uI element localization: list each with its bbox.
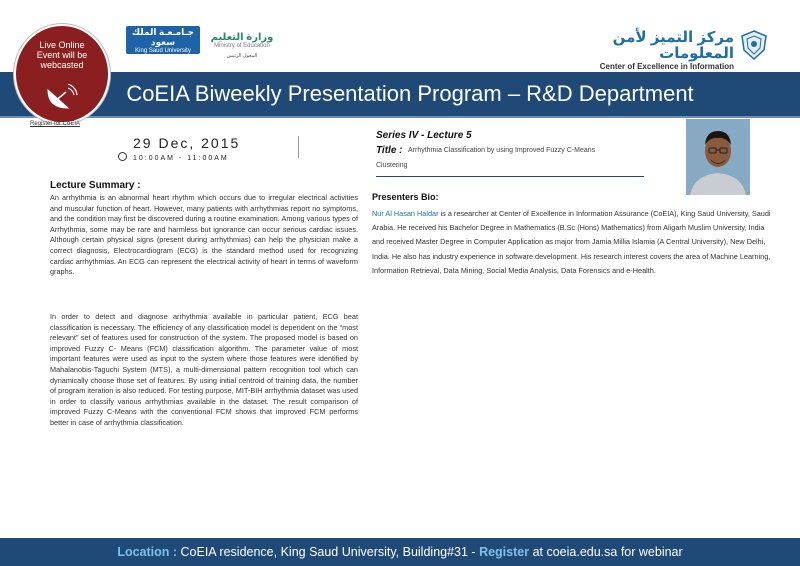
coeia-logo bbox=[568, 29, 768, 71]
banner-title: CoEIA Biweekly Presentation Program – R&D Department bbox=[126, 81, 694, 106]
moe-logo-english: Ministry of Education bbox=[214, 43, 270, 49]
location-label: Location : bbox=[117, 545, 178, 559]
webcast-label-2: webcasted bbox=[40, 60, 84, 70]
satellite-dish-icon bbox=[44, 84, 78, 112]
banner-underline bbox=[0, 116, 800, 118]
live-online-label: Live Online bbox=[39, 40, 85, 50]
moe-logo-rector: المعول الرئيس bbox=[226, 53, 258, 59]
bio-paragraph bbox=[372, 207, 772, 278]
bio-heading: Presenters Bio: bbox=[372, 192, 439, 202]
series-label: Series IV - Lecture 5 bbox=[376, 130, 472, 141]
clock-icon bbox=[118, 152, 127, 161]
lecture-time: 10:00AM - 11:00AM bbox=[133, 155, 229, 162]
summary-paragraph-1: An arrhythmia is an abnormal heart rhythm which occurs due to irregular electrical activities and muscular function of heart. However, many patients with arrhythmias report no symptoms, and the condition may first be discovered during a routine examination. Among various types of Arrhythmia, some may be rare and harmless but ignorance can occur serious cardiac issues. Although certain physical signs (present during arrhythmias) can help the physician make a correct diagnosis, Electrocardiogram (ECG) is the standard method used for recognizing cardiac arrhythmias. An ECG can represent the electrical activity of heart in terms of waveform graphs. bbox=[50, 193, 358, 277]
bio-text: is a researcher at Center of Excellence in Information Assurance (CoEIA), King Saud University, Saudi Arabia. He received his Bachelor Degree in Mathematics (B.Sc (Hons) Mathematics) from Aligarh Muslim University, India and received Master Degree in Computer Application as major from Jamia Millia Islamia (A Central University), New Delhi, India. He also has industry experience in software development. His research interest covers the area of Machine Learning, Information Retrieval, Data Mining, Social Media Analysis, Data Forensics and e-Health. bbox=[372, 209, 771, 275]
title-rule bbox=[376, 176, 644, 177]
date-divider bbox=[298, 136, 299, 158]
moe-logo-arabic: وزارة التعليم bbox=[210, 32, 274, 43]
summary-paragraph-2: In order to detect and diagnose arrhythmia available in particular patient, ECG beat classification is necessary. The efficiency of any classification model is dependent on the “most relevant” set of features used for construction of the system. The proposed model is based on improved Fuzzy C- Means (FCM) classification algorithm. The parameter value of most important features were used as input to the system where those features were identified by Mahalanobis-Taguchi System (MTS), a multi-dimensional pattern recognition tool which can dynamically choose those set of features. By using initial centroid of training data, the number of program iteration is also reduced. For testing purpose, MIT-BIH arrhythmia dataset was used in order to classify various arrhythmias available in the dataset. The result comparison of improved Fuzzy C-Means with the conventional FCM shows that improved FCM performs better in case of arrhythmia classification. bbox=[50, 312, 358, 427]
presenter-photo bbox=[686, 119, 750, 195]
presenter-name: Nur Al Hasan Haldar bbox=[372, 209, 439, 218]
location-text: CoEIA residence, King Saud University, Building#31 - bbox=[177, 545, 480, 559]
summary-heading: Lecture Summary : bbox=[50, 180, 141, 191]
webcast-label-1: Event will be bbox=[36, 50, 88, 60]
coeia-logo-english: Center of Excellence in Information bbox=[599, 62, 734, 71]
register-label: Register bbox=[479, 545, 530, 559]
coeia-shield-icon bbox=[740, 30, 768, 60]
moe-logo bbox=[210, 24, 274, 66]
ksu-logo-arabic: جـامـعـة الملك سعود bbox=[131, 27, 195, 47]
register-text: at coeia.edu.sa for webinar bbox=[529, 545, 683, 559]
lecture-title-line-2: Clustering bbox=[376, 162, 408, 169]
register-coeia-link[interactable]: Register for CoEIA bbox=[30, 121, 81, 127]
ksu-logo-english: King Saud University bbox=[135, 47, 191, 54]
lecture-date: 29 Dec, 2015 bbox=[133, 135, 241, 151]
footer-text bbox=[0, 538, 800, 566]
coeia-logo-arabic: مركز التميز لأمن المعلومات bbox=[612, 29, 734, 62]
title-label: Title : bbox=[376, 145, 403, 156]
ksu-logo bbox=[126, 26, 200, 54]
lecture-title-line-1: Arrhythmia Classification by using Improved Fuzzy C-Means bbox=[408, 147, 596, 154]
